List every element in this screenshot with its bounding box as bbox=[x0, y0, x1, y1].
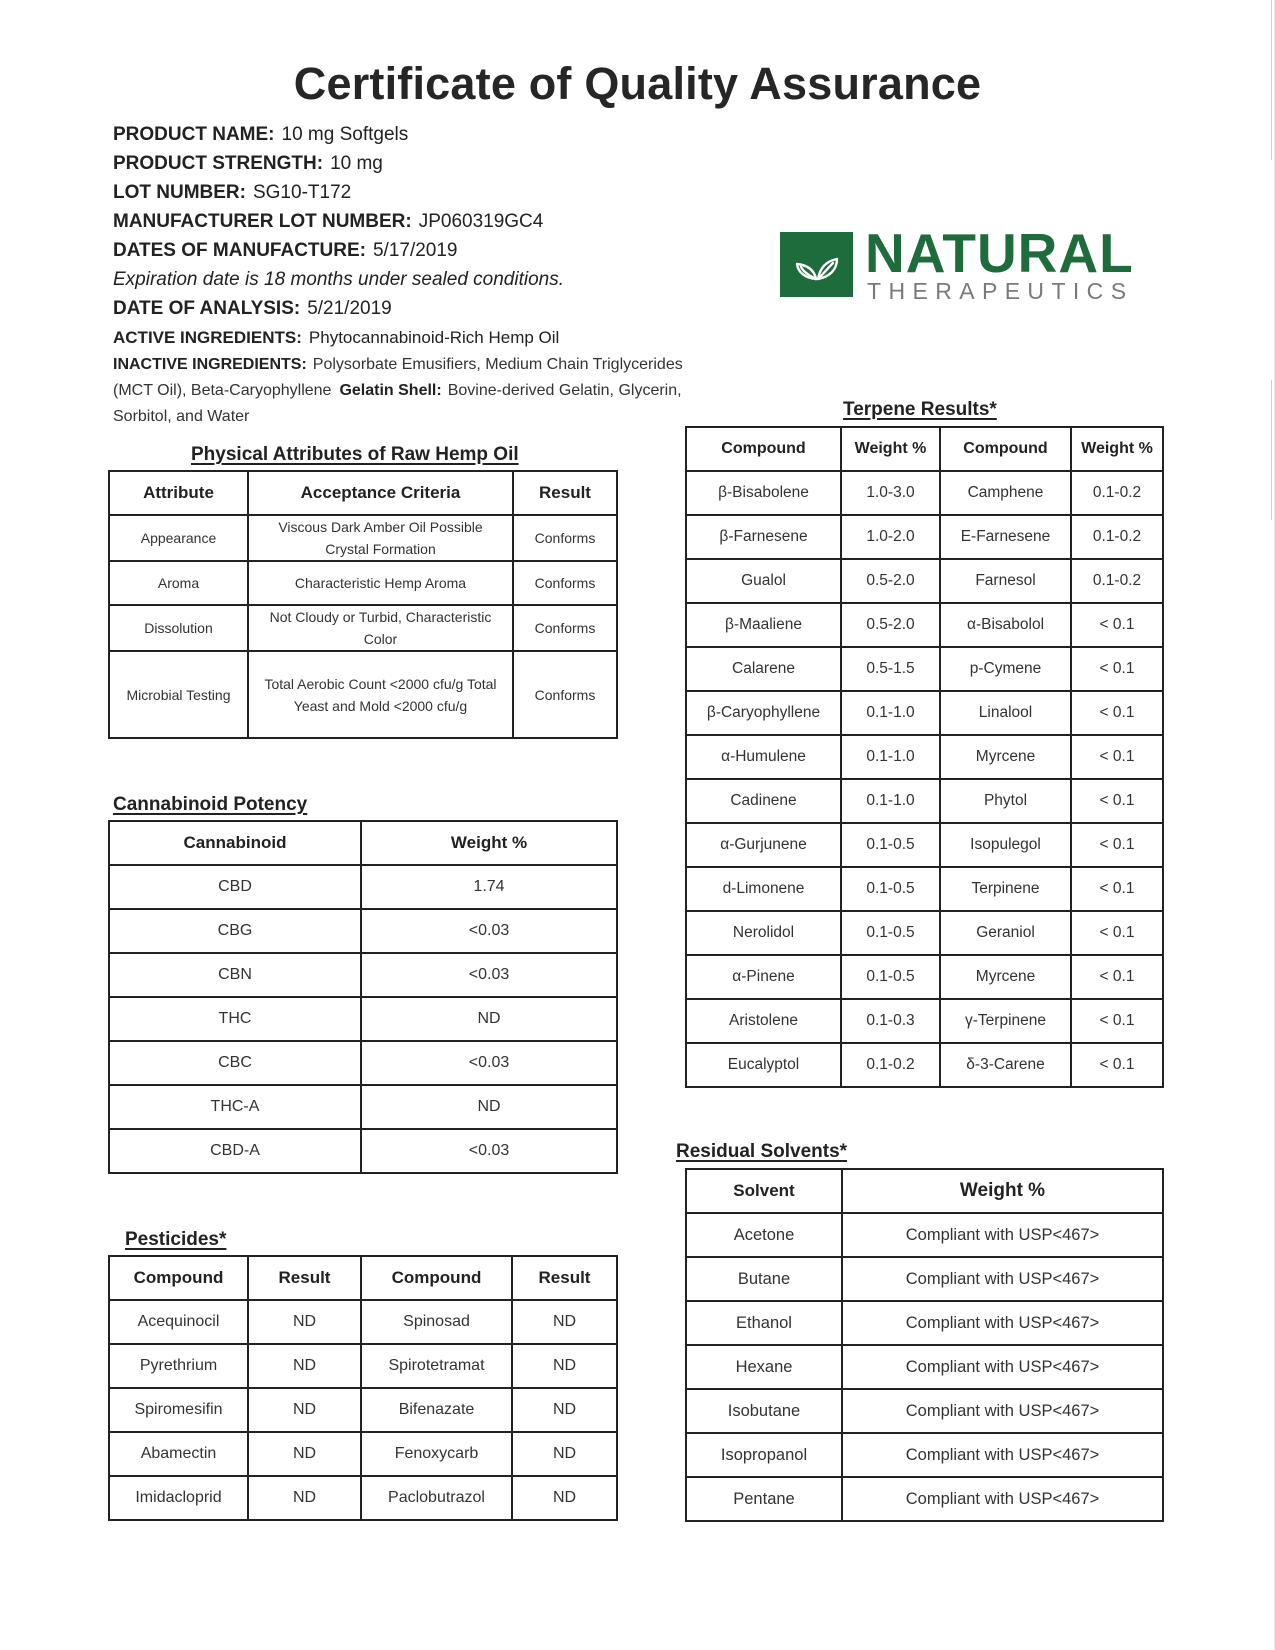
table-row bbox=[109, 1129, 617, 1173]
weight-cell: < 0.1 bbox=[1071, 999, 1163, 1043]
table-header-row bbox=[686, 427, 1163, 471]
solvent-cell: Butane bbox=[686, 1257, 842, 1301]
weight-cell: 0.1-0.5 bbox=[841, 867, 940, 911]
table-row bbox=[686, 471, 1163, 515]
compound-cell: Gualol bbox=[686, 559, 841, 603]
weight-cell: 0.1-0.2 bbox=[1071, 471, 1163, 515]
column-header: Weight % bbox=[1071, 427, 1163, 471]
table-row bbox=[109, 605, 617, 651]
attribute-cell: Aroma bbox=[109, 561, 248, 605]
weight-cell: < 0.1 bbox=[1071, 911, 1163, 955]
weight-cell: Compliant with USP<467> bbox=[842, 1345, 1163, 1389]
column-header: Weight % bbox=[361, 821, 617, 865]
weight-cell: < 0.1 bbox=[1071, 779, 1163, 823]
physical-attributes-table bbox=[108, 470, 618, 739]
table-row bbox=[686, 559, 1163, 603]
result-cell: ND bbox=[248, 1476, 361, 1520]
attribute-cell: Dissolution bbox=[109, 605, 248, 651]
compound-cell: Isopulegol bbox=[940, 823, 1071, 867]
result-cell: Conforms bbox=[513, 651, 617, 738]
weight-cell: 0.1-1.0 bbox=[841, 779, 940, 823]
table-row bbox=[109, 1085, 617, 1129]
weight-cell: Compliant with USP<467> bbox=[842, 1213, 1163, 1257]
solvent-cell: Acetone bbox=[686, 1213, 842, 1257]
weight-cell: < 0.1 bbox=[1071, 735, 1163, 779]
weight-cell: 0.1-0.5 bbox=[841, 955, 940, 999]
column-header: Solvent bbox=[686, 1169, 842, 1213]
document-title: Certificate of Quality Assurance bbox=[293, 58, 982, 109]
weight-cell: Compliant with USP<467> bbox=[842, 1257, 1163, 1301]
compound-cell: p-Cymene bbox=[940, 647, 1071, 691]
column-header: Cannabinoid bbox=[109, 821, 361, 865]
result-cell: ND bbox=[512, 1388, 617, 1432]
compound-cell: Imidacloprid bbox=[109, 1476, 248, 1520]
active-ingredients-label: ACTIVE INGREDIENTS: bbox=[113, 328, 302, 347]
compound-cell: Bifenazate bbox=[361, 1388, 512, 1432]
compound-cell: Camphene bbox=[940, 471, 1071, 515]
product-name-line bbox=[113, 120, 693, 149]
weight-cell: < 0.1 bbox=[1071, 867, 1163, 911]
compound-cell: α-Bisabolol bbox=[940, 603, 1071, 647]
weight-cell: < 0.1 bbox=[1071, 955, 1163, 999]
compound-cell: Acequinocil bbox=[109, 1300, 248, 1344]
pesticides-table bbox=[108, 1255, 618, 1521]
weight-cell: Compliant with USP<467> bbox=[842, 1477, 1163, 1521]
manufacture-date-value: 5/17/2019 bbox=[372, 240, 458, 261]
table-row bbox=[686, 955, 1163, 999]
solvent-cell: Hexane bbox=[686, 1345, 842, 1389]
compound-cell: α-Pinene bbox=[686, 955, 841, 999]
weight-cell: 0.1-0.2 bbox=[841, 1043, 940, 1087]
column-header: Compound bbox=[686, 427, 841, 471]
table-row bbox=[686, 823, 1163, 867]
table-row bbox=[686, 1301, 1163, 1345]
weight-cell: <0.03 bbox=[361, 909, 617, 953]
compound-cell: Calarene bbox=[686, 647, 841, 691]
cannabinoid-cell: THC-A bbox=[109, 1085, 361, 1129]
table-row bbox=[109, 865, 617, 909]
weight-cell: Compliant with USP<467> bbox=[842, 1301, 1163, 1345]
gelatin-shell-value: Bovine-derived Gelatin, Glycerin, Sorbitol, and Water bbox=[113, 382, 682, 425]
criteria-cell: Viscous Dark Amber Oil Possible Crystal Formation bbox=[248, 515, 513, 561]
column-header: Compound bbox=[109, 1256, 248, 1300]
compound-cell: Spirotetramat bbox=[361, 1344, 512, 1388]
residual-solvents-table bbox=[685, 1168, 1164, 1522]
table-row bbox=[686, 1257, 1163, 1301]
expiration-note: Expiration date is 18 months under sealed conditions. bbox=[113, 269, 564, 290]
weight-cell: ND bbox=[361, 1085, 617, 1129]
weight-cell: 0.1-0.5 bbox=[841, 823, 940, 867]
table-row bbox=[109, 1476, 617, 1520]
table-row bbox=[686, 999, 1163, 1043]
table-row bbox=[109, 1041, 617, 1085]
cannabinoid-cell: THC bbox=[109, 997, 361, 1041]
weight-cell: 0.1-0.2 bbox=[1071, 515, 1163, 559]
column-header: Result bbox=[512, 1256, 617, 1300]
table-row bbox=[686, 1433, 1163, 1477]
weight-cell: Compliant with USP<467> bbox=[842, 1433, 1163, 1477]
weight-cell: 1.0-2.0 bbox=[841, 515, 940, 559]
compound-cell: d-Limonene bbox=[686, 867, 841, 911]
column-header: Result bbox=[248, 1256, 361, 1300]
attribute-cell: Appearance bbox=[109, 515, 248, 561]
analysis-date-line bbox=[113, 294, 693, 323]
weight-cell: <0.03 bbox=[361, 1041, 617, 1085]
compound-cell: Myrcene bbox=[940, 955, 1071, 999]
compound-cell: Pyrethrium bbox=[109, 1344, 248, 1388]
table-row bbox=[686, 603, 1163, 647]
table-row bbox=[109, 1388, 617, 1432]
attribute-cell: Microbial Testing bbox=[109, 651, 248, 738]
weight-cell: 1.74 bbox=[361, 865, 617, 909]
compound-cell: Paclobutrazol bbox=[361, 1476, 512, 1520]
product-strength-line bbox=[113, 149, 693, 178]
result-cell: ND bbox=[248, 1388, 361, 1432]
table-row bbox=[686, 691, 1163, 735]
product-strength-value: 10 mg bbox=[330, 153, 383, 174]
column-header: Compound bbox=[361, 1256, 512, 1300]
column-header: Compound bbox=[940, 427, 1071, 471]
cannabinoid-potency-table bbox=[108, 820, 618, 1174]
weight-cell: 0.1-0.3 bbox=[841, 999, 940, 1043]
criteria-cell: Not Cloudy or Turbid, Characteristic Color bbox=[248, 605, 513, 651]
table-row bbox=[686, 1477, 1163, 1521]
compound-cell: Terpinene bbox=[940, 867, 1071, 911]
result-cell: ND bbox=[248, 1344, 361, 1388]
leaf-sprout-icon bbox=[780, 232, 853, 297]
cannabinoid-potency-title: Cannabinoid Potency bbox=[113, 794, 308, 815]
cannabinoid-cell: CBD bbox=[109, 865, 361, 909]
compound-cell: β-Caryophyllene bbox=[686, 691, 841, 735]
active-ingredients-line bbox=[113, 323, 693, 352]
weight-cell: 0.1-1.0 bbox=[841, 735, 940, 779]
lot-number-value: SG10-T172 bbox=[252, 182, 352, 203]
result-cell: Conforms bbox=[513, 515, 617, 561]
weight-cell: < 0.1 bbox=[1071, 691, 1163, 735]
compound-cell: γ-Terpinene bbox=[940, 999, 1071, 1043]
result-cell: ND bbox=[512, 1344, 617, 1388]
table-row bbox=[686, 1213, 1163, 1257]
compound-cell: α-Gurjunene bbox=[686, 823, 841, 867]
compound-cell: Fenoxycarb bbox=[361, 1432, 512, 1476]
compound-cell: Myrcene bbox=[940, 735, 1071, 779]
weight-cell: <0.03 bbox=[361, 1129, 617, 1173]
table-header-row bbox=[109, 1256, 617, 1300]
cannabinoid-cell: CBD-A bbox=[109, 1129, 361, 1173]
weight-cell: < 0.1 bbox=[1071, 1043, 1163, 1087]
lot-number-label: LOT NUMBER: bbox=[113, 182, 246, 203]
result-cell: ND bbox=[248, 1432, 361, 1476]
table-row bbox=[686, 647, 1163, 691]
result-cell: ND bbox=[512, 1300, 617, 1344]
compound-cell: Geraniol bbox=[940, 911, 1071, 955]
manufacturer-lot-label: MANUFACTURER LOT NUMBER: bbox=[113, 211, 412, 232]
scan-edge-mark bbox=[1271, 380, 1272, 520]
table-row bbox=[686, 867, 1163, 911]
solvent-cell: Pentane bbox=[686, 1477, 842, 1521]
manufacture-date-line bbox=[113, 236, 693, 265]
compound-cell: Abamectin bbox=[109, 1432, 248, 1476]
compound-cell: Phytol bbox=[940, 779, 1071, 823]
inactive-ingredients-label: INACTIVE INGREDIENTS: bbox=[113, 356, 307, 373]
result-cell: Conforms bbox=[513, 561, 617, 605]
manufacturer-lot-value: JP060319GC4 bbox=[418, 211, 544, 232]
table-row bbox=[109, 515, 617, 561]
table-row bbox=[109, 1344, 617, 1388]
table-header-row bbox=[109, 821, 617, 865]
inactive-ingredients-value: Polysorbate Emusifiers, Medium Chain Triglycerides (MCT Oil), Beta-Caryophyllene bbox=[113, 356, 683, 399]
compound-cell: Cadinene bbox=[686, 779, 841, 823]
analysis-date-label: DATE OF ANALYSIS: bbox=[113, 298, 301, 319]
cannabinoid-cell: CBC bbox=[109, 1041, 361, 1085]
terpene-results-table bbox=[685, 426, 1164, 1088]
result-cell: ND bbox=[512, 1432, 617, 1476]
table-header-row bbox=[686, 1169, 1163, 1213]
compound-cell: Farnesol bbox=[940, 559, 1071, 603]
table-row bbox=[686, 1043, 1163, 1087]
table-row bbox=[109, 909, 617, 953]
weight-cell: < 0.1 bbox=[1071, 823, 1163, 867]
weight-cell: < 0.1 bbox=[1071, 647, 1163, 691]
compound-cell: Spinosad bbox=[361, 1300, 512, 1344]
table-row bbox=[109, 1300, 617, 1344]
manufacture-date-label: DATES OF MANUFACTURE: bbox=[113, 240, 366, 261]
column-header: Attribute bbox=[109, 471, 248, 515]
result-cell: ND bbox=[512, 1476, 617, 1520]
weight-cell: ND bbox=[361, 997, 617, 1041]
weight-cell: Compliant with USP<467> bbox=[842, 1389, 1163, 1433]
weight-cell: 0.1-0.2 bbox=[1071, 559, 1163, 603]
weight-cell: 0.1-0.5 bbox=[841, 911, 940, 955]
table-header-row bbox=[109, 471, 617, 515]
compound-cell: α-Humulene bbox=[686, 735, 841, 779]
weight-cell: 0.5-2.0 bbox=[841, 603, 940, 647]
weight-cell: 0.1-1.0 bbox=[841, 691, 940, 735]
weight-cell: < 0.1 bbox=[1071, 603, 1163, 647]
gelatin-shell-label: Gelatin Shell: bbox=[339, 382, 442, 399]
table-row bbox=[109, 997, 617, 1041]
cannabinoid-cell: CBG bbox=[109, 909, 361, 953]
compound-cell: Spiromesifin bbox=[109, 1388, 248, 1432]
column-header: Acceptance Criteria bbox=[248, 471, 513, 515]
table-row bbox=[109, 953, 617, 997]
logo-subtitle: THERAPEUTICS bbox=[867, 278, 1134, 304]
residual-solvents-title: Residual Solvents* bbox=[676, 1141, 848, 1162]
table-row bbox=[686, 779, 1163, 823]
criteria-cell: Characteristic Hemp Aroma bbox=[248, 561, 513, 605]
result-cell: ND bbox=[248, 1300, 361, 1344]
terpene-results-title: Terpene Results* bbox=[843, 399, 997, 420]
table-row bbox=[109, 651, 617, 738]
analysis-date-value: 5/21/2019 bbox=[307, 298, 392, 319]
manufacturer-lot-line bbox=[113, 207, 693, 236]
lot-number-line bbox=[113, 178, 693, 207]
table-row bbox=[109, 1432, 617, 1476]
physical-attributes-title: Physical Attributes of Raw Hemp Oil bbox=[191, 444, 519, 465]
table-row bbox=[686, 911, 1163, 955]
solvent-cell: Isopropanol bbox=[686, 1433, 842, 1477]
weight-cell: 1.0-3.0 bbox=[841, 471, 940, 515]
weight-cell: <0.03 bbox=[361, 953, 617, 997]
product-info bbox=[113, 120, 693, 430]
compound-cell: Aristolene bbox=[686, 999, 841, 1043]
natural-therapeutics-logo bbox=[780, 222, 1134, 304]
criteria-cell: Total Aerobic Count <2000 cfu/g Total Yeast and Mold <2000 cfu/g bbox=[248, 651, 513, 738]
product-strength-label: PRODUCT STRENGTH: bbox=[113, 153, 324, 174]
active-ingredients-value: Phytocannabinoid-Rich Hemp Oil bbox=[308, 328, 560, 347]
compound-cell: δ-3-Carene bbox=[940, 1043, 1071, 1087]
weight-cell: 0.5-2.0 bbox=[841, 559, 940, 603]
table-row bbox=[686, 515, 1163, 559]
compound-cell: β-Bisabolene bbox=[686, 471, 841, 515]
product-name-label: PRODUCT NAME: bbox=[113, 124, 275, 145]
column-header: Weight % bbox=[842, 1169, 1163, 1213]
result-cell: Conforms bbox=[513, 605, 617, 651]
table-row bbox=[109, 561, 617, 605]
weight-cell: 0.5-1.5 bbox=[841, 647, 940, 691]
column-header: Weight % bbox=[841, 427, 940, 471]
compound-cell: Nerolidol bbox=[686, 911, 841, 955]
solvent-cell: Ethanol bbox=[686, 1301, 842, 1345]
compound-cell: E-Farnesene bbox=[940, 515, 1071, 559]
column-header: Result bbox=[513, 471, 617, 515]
logo-name: NATURAL bbox=[865, 222, 1134, 284]
logo-wordmark bbox=[865, 222, 1134, 304]
table-row bbox=[686, 1345, 1163, 1389]
compound-cell: Eucalyptol bbox=[686, 1043, 841, 1087]
cannabinoid-cell: CBN bbox=[109, 953, 361, 997]
solvent-cell: Isobutane bbox=[686, 1389, 842, 1433]
table-row bbox=[686, 735, 1163, 779]
product-name-value: 10 mg Softgels bbox=[281, 124, 409, 145]
pesticides-title: Pesticides* bbox=[125, 1229, 227, 1250]
table-row bbox=[686, 1389, 1163, 1433]
inactive-ingredients bbox=[113, 352, 688, 430]
compound-cell: β-Maaliene bbox=[686, 603, 841, 647]
compound-cell: Linalool bbox=[940, 691, 1071, 735]
compound-cell: β-Farnesene bbox=[686, 515, 841, 559]
